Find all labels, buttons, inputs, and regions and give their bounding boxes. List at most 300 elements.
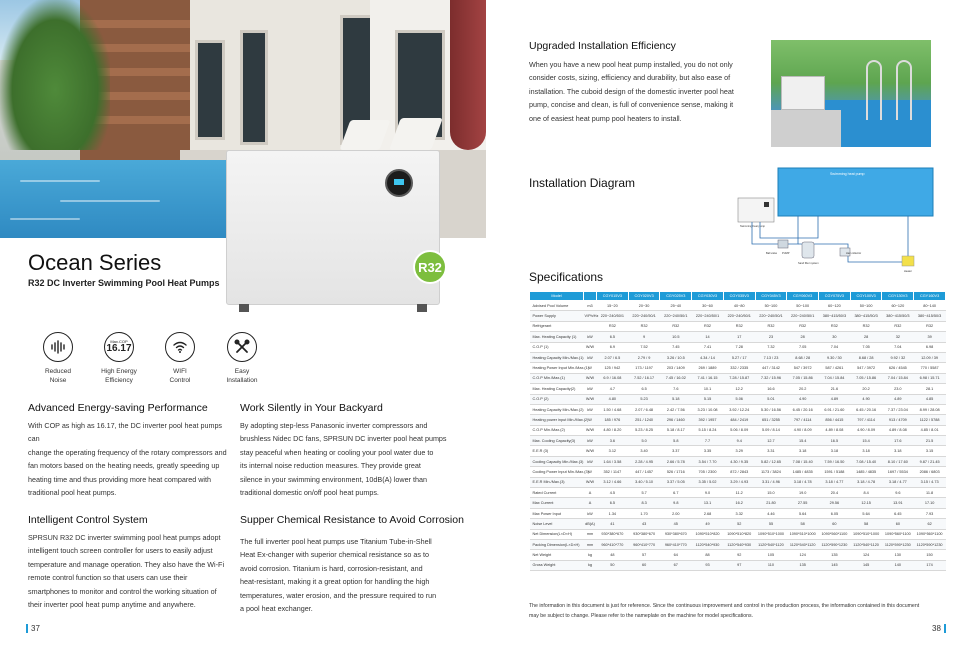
table-cell-parameter: Rated Current (530, 488, 584, 498)
table-cell-value: 27.55 (787, 498, 819, 508)
table-cell-value: 3.6 (597, 436, 629, 446)
table-cell-value: 7.6 (660, 384, 692, 394)
diagram-label-collector: Hair collector (846, 252, 862, 255)
table-cell-value: 15.0 (755, 488, 787, 498)
table-cell-value: 93 (692, 560, 724, 570)
table-cell-unit: m3 (584, 301, 597, 311)
text-line: smartphones to monitor and control the working situation of (28, 586, 217, 596)
feature-label: High Energy (101, 368, 137, 375)
series-title: Ocean Series (28, 250, 162, 275)
installation-photo (771, 40, 931, 147)
table-cell-value: 32 (882, 332, 914, 342)
table-cell-value: 1120*540*1120 (850, 539, 882, 549)
table-cell-value: 105 (755, 550, 787, 560)
feature-icons (28, 332, 278, 392)
section-body-silent (240, 419, 450, 499)
table-cell-value: 185 / 976 (597, 415, 629, 425)
table-row (530, 321, 946, 331)
noise-waves-icon (43, 332, 73, 362)
table-cell-value: 7.41 / 16.15 (692, 373, 724, 383)
table-cell-value: 526 / 1716 (660, 467, 692, 477)
table-cell-value: 173 / 1197 (628, 363, 660, 373)
table-row (530, 456, 946, 466)
table-cell-value: 7.08 / 15.40 (850, 456, 882, 466)
table-cell-value: 21.5 (914, 436, 946, 446)
table-cell-value: 5.64 (850, 508, 882, 518)
table-cell-value: 13.1 (692, 498, 724, 508)
table-cell-value: 6.7 (660, 488, 692, 498)
table-cell-value: 220~240/50/1 (692, 311, 724, 321)
table-cell-value: 2.28 / 4.95 (628, 456, 660, 466)
text-line: stay peaceful when heating or cooling your pool water due to (240, 447, 434, 457)
table-cell-value: 130 (882, 550, 914, 560)
table-cell-parameter: Heating Capacity Min./Max.(2) (530, 404, 584, 414)
table-cell-value: R32 (787, 321, 819, 331)
table-cell-value: 1.70 (628, 508, 660, 518)
table-cell-value: 9.30 / 30 (819, 352, 851, 362)
table-cell-value: 9.0 (692, 488, 724, 498)
table-cell-parameter: Heating Power Input Min./Max.(1) (530, 363, 584, 373)
table-cell-value: 770 / 5587 (914, 363, 946, 373)
table-cell-value: 5.09 / 8.14 (755, 425, 787, 435)
table-cell-value: 2.79 / 9 (628, 352, 660, 362)
table-cell-value: 3.18 / 4.77 (819, 477, 851, 487)
table-cell-value: 7.32 / 15.96 (755, 373, 787, 383)
table-cell-value: R32 (819, 321, 851, 331)
table-cell-value: 930*380*670 (597, 529, 629, 539)
table-cell-unit: kW (584, 352, 597, 362)
table-cell-value: 4.90 / 8.09 (787, 425, 819, 435)
table-cell-value: 11.8 (914, 488, 946, 498)
table-cell-value: 1090*560*1100 (819, 529, 851, 539)
table-cell-value: 140 (882, 560, 914, 570)
table-cell-unit: W (584, 467, 597, 477)
table-cell-value: 3.15 (914, 446, 946, 456)
table-header-model-code: CGY030V3 (692, 292, 724, 301)
text-line: With COP as high as 16.17, the DC inverter pool heat pumps can (28, 421, 223, 444)
table-cell-value: 930*380*670 (628, 529, 660, 539)
table-cell-value: 124 (850, 550, 882, 560)
table-row (530, 363, 946, 373)
table-cell-parameter: E.E.R (3) (530, 446, 584, 456)
table-cell-value: 3.15 / 4.73 (914, 477, 946, 487)
table-cell-parameter: Advised Pool Volume (530, 301, 584, 311)
page-number-left (26, 624, 40, 633)
text-line: may be subject to change. Please refer to the nameplate on the machine for model specifications. (529, 612, 754, 619)
text-line: When you have a new pool heat pump installed, you do not only (529, 60, 733, 69)
table-cell-value: 1.34 (597, 508, 629, 518)
table-cell-value: 3.29 / 4.93 (723, 477, 755, 487)
table-cell-value: 50 (597, 560, 629, 570)
text-line: traditional pool heat pumps. (28, 488, 117, 498)
table-cell-value: 3.37 (660, 446, 692, 456)
table-cell-value: 39 (914, 332, 946, 342)
text-line: consider costs, sizing, efficiency and durability, but also ease of (529, 73, 731, 83)
table-cell-value: 49 (692, 519, 724, 529)
feature-label: Noise (49, 376, 67, 384)
table-cell-value: 332 / 2335 (723, 363, 755, 373)
table-cell-value: 2.42 / 7.56 (660, 404, 692, 414)
table-cell-value: 67 (660, 560, 692, 570)
table-cell-value: 1120*540*1120 (787, 539, 819, 549)
table-cell-parameter: Noise Level (530, 519, 584, 529)
table-cell-value: 1090*510*1000 (787, 529, 819, 539)
table-cell-value: 30~60 (692, 301, 724, 311)
table-cell-value: 380~415/50/3 (850, 311, 882, 321)
table-cell-value: 45 (660, 519, 692, 529)
text-line: a pool heat exchanger. (240, 604, 313, 614)
series-subtitle: R32 DC Inverter Swimming Pool Heat Pumps (28, 278, 220, 288)
table-cell-value: 5.15 / 8.24 (692, 425, 724, 435)
table-row (530, 352, 946, 362)
table-cell-value: 856 / 4415 (819, 415, 851, 425)
table-cell-value: 3.32 (723, 508, 755, 518)
table-cell-value: 20.4 (819, 488, 851, 498)
table-row (530, 342, 946, 352)
table-cell-value: 6.45 (882, 508, 914, 518)
table-cell-value: 62 (914, 519, 946, 529)
table-cell-value: R32 (597, 321, 629, 331)
table-cell-value: 705 / 2300 (692, 467, 724, 477)
table-cell-value: 60 (882, 519, 914, 529)
table-cell-value: 125 / 942 (597, 363, 629, 373)
table-cell-value: 3.18 / 4.78 (787, 477, 819, 487)
table-cell-value: 60 (628, 560, 660, 570)
table-cell-value: 547 / 3972 (850, 363, 882, 373)
feature-wifi-control (150, 332, 210, 386)
table-cell-value: 5.01 (755, 394, 787, 404)
table-cell-value: 8.68 / 28 (850, 352, 882, 362)
table-cell-value: 913 / 4709 (882, 415, 914, 425)
table-cell-value: 9.4 (723, 436, 755, 446)
feature-reduced-noise (28, 332, 88, 386)
table-cell-value: 6.5 (597, 498, 629, 508)
table-cell-value: 1120*590*1230 (819, 539, 851, 549)
table-cell-value: 2086 / 6803 (914, 467, 946, 477)
section-body-energy (28, 419, 233, 499)
table-cell-value: 8.68 / 28 (787, 352, 819, 362)
text-line: traditional domestic on/off pool heat pumps. (240, 488, 379, 498)
table-cell-value: 1090*510*1000 (755, 529, 787, 539)
table-cell-value: 5.8 (660, 436, 692, 446)
table-cell-value: 4.89 / 8.08 (882, 425, 914, 435)
table-cell-value: 21.80 (755, 498, 787, 508)
table-row (530, 508, 946, 518)
table-cell-value: 40~80 (723, 301, 755, 311)
table-cell-value: 174 (914, 560, 946, 570)
table-cell-value: 5.7 (628, 488, 660, 498)
table-cell-value: 3.92 / 12.24 (723, 404, 755, 414)
table-cell-value: 7.41 (692, 342, 724, 352)
table-cell-value: 1485 / 4835 (787, 467, 819, 477)
table-cell-value: 2.66 / 5.78 (660, 456, 692, 466)
table-cell-value: 80~140 (914, 301, 946, 311)
text-line: remote control function so that users can use their (28, 573, 188, 583)
table-cell-value: 21.6 (819, 384, 851, 394)
table-cell-value: 5.0 (628, 436, 660, 446)
table-cell-value: 3.40 (628, 446, 660, 456)
table-cell-value: 8.4 (850, 488, 882, 498)
table-cell-value: 220~240/50/1 (723, 311, 755, 321)
table-cell-value: R32 (723, 321, 755, 331)
table-cell-parameter: C.O.P Min./Max.(2) (530, 425, 584, 435)
diagram-heater (902, 256, 914, 266)
text-line: avoid corrosion. Titanium is hard, corrosion-resistant, and (240, 563, 423, 573)
text-line: The information in this document is just for reference. Since the continuous improvement and control in the production process, the information contained in this document (529, 603, 920, 609)
feature-label: Installation (226, 376, 258, 384)
table-cell-value: 872 / 2843 (723, 467, 755, 477)
table-cell-value: 7.04 (819, 342, 851, 352)
table-cell-value: 7.28 (723, 342, 755, 352)
table-cell-value: 392 / 1957 (692, 415, 724, 425)
table-row (530, 519, 946, 529)
controller-display (385, 169, 413, 197)
table-cell-value: 12.2 (723, 384, 755, 394)
table-cell-value: 17.6 (882, 436, 914, 446)
table-cell-value: 8.99 / 28.08 (914, 404, 946, 414)
page-number-text: 37 (31, 624, 40, 633)
table-cell-value: 7.04 / 15.84 (819, 373, 851, 383)
table-cell-value: 3.18 (850, 446, 882, 456)
table-cell-value: 97 (723, 560, 755, 570)
table-cell-value: 1090*510*1000 (850, 529, 882, 539)
table-row (530, 415, 946, 425)
table-cell-value: 60 (819, 519, 851, 529)
table-cell-value: 4.90 (787, 394, 819, 404)
section-title-silent: Work Silently in Your Backyard (240, 402, 383, 414)
table-cell-parameter: Cooling Capacity Min./Max.(3) (530, 456, 584, 466)
table-cell-value: 15~20 (597, 301, 629, 311)
table-cell-unit: W (584, 415, 597, 425)
table-row (530, 498, 946, 508)
table-cell-value: 9.8 (660, 498, 692, 508)
text-line: change the operating frequency of the rotary compressors and (28, 447, 227, 457)
table-cell-value: 547 / 3972 (787, 363, 819, 373)
table-cell-value: 626 / 4545 (882, 363, 914, 373)
wifi-icon (165, 332, 195, 362)
table-cell-value: 1120*540*930 (723, 539, 755, 549)
table-cell-unit: kW (584, 508, 597, 518)
table-cell-value: 4.85 / 8.01 (914, 425, 946, 435)
table-cell-unit: W/W (584, 373, 597, 383)
table-cell-value: 3.35 (692, 446, 724, 456)
table-cell-value: 17 (723, 332, 755, 342)
table-cell-value: 3.18 / 4.77 (882, 477, 914, 487)
table-cell-value: 3.31 / 4.96 (755, 477, 787, 487)
table-cell-value: 30 (819, 332, 851, 342)
table-cell-value: 4.34 / 14 (692, 352, 724, 362)
table-cell-value: 7.08 / 15.40 (787, 456, 819, 466)
diagram-label-filter: Sand filter system (798, 262, 819, 265)
table-header-model-code: CGY035V3 (723, 292, 755, 301)
table-cell-value: 6.98 / 15.71 (914, 373, 946, 383)
table-cell-value: 380~415/50/3 (914, 311, 946, 321)
heat-pump-unit-image (226, 150, 440, 305)
table-cell-value: 220~240/50/1 (597, 311, 629, 321)
table-cell-value: 7.05 (787, 342, 819, 352)
table-header-model-code: CGY075V3 (819, 292, 851, 301)
diagram-sand-filter (802, 242, 814, 258)
table-cell-value: 5.27 / 17 (723, 352, 755, 362)
table-cell-unit: A (584, 488, 597, 498)
table-cell-value: R32 (755, 321, 787, 331)
table-cell-unit: kW (584, 332, 597, 342)
table-row (530, 436, 946, 446)
table-cell-value: 4.7 (597, 384, 629, 394)
table-cell-value: 23.0 (882, 384, 914, 394)
table-cell-value: 220~240/50/1 (628, 311, 660, 321)
diagram-label-pool: Swimming heat pump (830, 172, 865, 176)
table-cell-parameter: Heating power input Min./Max.(2) (530, 415, 584, 425)
table-cell-value: 380~415/50/3 (882, 311, 914, 321)
table-cell-value: 135 (787, 560, 819, 570)
table-cell-value: 60~120 (819, 301, 851, 311)
table-cell-value: 110 (755, 560, 787, 570)
table-header-model-code: CGY060V3 (787, 292, 819, 301)
text-line: installation. The cuboid design of the domestic inverter pool heat (529, 86, 734, 96)
table-cell-value: 7.04 / 15.84 (882, 373, 914, 383)
table-cell-value: 797 / 4114 (787, 415, 819, 425)
table-cell-parameter: Max Current (530, 498, 584, 508)
table-cell-value: 2.00 (660, 508, 692, 518)
table-cell-value: 3.12 / 4.66 (597, 477, 629, 487)
table-cell-value: 930*380*670 (660, 529, 692, 539)
table-cell-unit: dB(A) (584, 519, 597, 529)
table-cell-value: 7.59 / 16.50 (819, 456, 851, 466)
table-cell-value: 5.06 (723, 394, 755, 404)
table-cell-value: 7.52 / 16.17 (628, 373, 660, 383)
text-line: silence in your swimming environment, 10dB(A) lower than (240, 474, 427, 484)
table-cell-parameter: E.E.R Min./Max.(3) (530, 477, 584, 487)
table-cell-parameter: Packing Dimension(L×D×H) (530, 539, 584, 549)
table-cell-value: 960*410*770 (597, 539, 629, 549)
table-cell-value: 7.05 / 15.86 (787, 373, 819, 383)
table-cell-value: 7.37 / 23.04 (882, 404, 914, 414)
table-cell-value: 9.87 / 21.45 (914, 456, 946, 466)
table-cell-value: 6.45 / 20.16 (850, 404, 882, 414)
section-title-corrosion: Supper Chemical Resistance to Avoid Corrosion (240, 514, 464, 526)
table-cell-value: 28.1 (914, 384, 946, 394)
section-title-control: Intelligent Control System (28, 514, 148, 526)
table-cell-value: 4.5 (597, 488, 629, 498)
section-body-installation (529, 58, 759, 125)
table-cell-value: 3.18 (819, 446, 851, 456)
page-number-right (932, 624, 946, 633)
table-row (530, 332, 946, 342)
text-line: temperatures, water erosion, and the pressure required to run (240, 590, 437, 600)
table-header-unit (584, 292, 597, 301)
table-cell-value: 23 (755, 332, 787, 342)
table-cell-value: 6.5 (628, 384, 660, 394)
table-cell-unit: kW (584, 404, 597, 414)
table-row (530, 467, 946, 477)
table-header-model-code: CGY015V3 (597, 292, 629, 301)
table-cell-unit: W/W (584, 446, 597, 456)
table-cell-value: 251 / 1240 (628, 415, 660, 425)
table-cell-value: 60~120 (882, 301, 914, 311)
table-cell-value: R32 (914, 321, 946, 331)
table-header-row (530, 292, 946, 301)
table-cell-unit: W/W (584, 394, 597, 404)
table-cell-value: 1173 / 3824 (755, 467, 787, 477)
text-line: pump, concise and clean, is full of convenience sense, making it (529, 100, 734, 110)
table-cell-parameter: Max. Heating Capacity(2) (530, 384, 584, 394)
feature-label: Reduced (44, 368, 72, 375)
diagram-label-ball-valve: Ball valve (766, 252, 778, 255)
table-cell-value: 17.10 (914, 498, 946, 508)
table-cell-value: 16.2 (723, 498, 755, 508)
table-cell-value: 269 / 1889 (692, 363, 724, 373)
table-cell-value: 145 (850, 560, 882, 570)
table-cell-value: 8.3 (628, 498, 660, 508)
table-cell-value: 1485 / 4835 (850, 467, 882, 477)
table-cell-value: R32 (850, 321, 882, 331)
table-cell-value: 1.50 / 4.68 (597, 404, 629, 414)
table-cell-value: 145 (819, 560, 851, 570)
table-cell-value: 5.06 / 8.09 (723, 425, 755, 435)
table-cell-value: 12.15 (850, 498, 882, 508)
table-cell-unit: kg (584, 560, 597, 570)
table-cell-value: R32 (628, 321, 660, 331)
table-cell-value: 5.23 / 8.25 (628, 425, 660, 435)
table-cell-value: 6.45 / 20.16 (787, 404, 819, 414)
table-cell-value: 92 (723, 550, 755, 560)
diagram-title: Installation Diagram (529, 176, 636, 190)
table-cell-value: 2.07 / 6.5 (597, 352, 629, 362)
feature-high-efficiency (89, 332, 149, 386)
installation-diagram (738, 166, 938, 276)
table-row (530, 560, 946, 570)
tools-icon (227, 332, 257, 362)
text-line: fan motors based on the heating needs, greatly speeding up (28, 461, 220, 471)
table-cell-value: 4.85 (914, 394, 946, 404)
table-cell-value: 3.18 (787, 446, 819, 456)
table-cell-value: 7.13 / 23 (755, 352, 787, 362)
table-cell-value: 25~40 (660, 301, 692, 311)
table-cell-value: 19.0 (787, 488, 819, 498)
table-cell-value: 9 (628, 332, 660, 342)
text-line: heating time and thus providing more heat compared with (28, 474, 211, 484)
table-cell-value: 2.68 (692, 508, 724, 518)
table-cell-value: 447 / 3142 (755, 363, 787, 373)
table-cell-value: 50~100 (787, 301, 819, 311)
text-line: brushless Nidec DC fans, SPRSUN DC inverter pool heat pumps (240, 434, 447, 444)
table-cell-value: 7.52 (628, 342, 660, 352)
table-cell-parameter: Cooling Power Input Min./Max.(3) (530, 467, 584, 477)
table-cell-value: 58 (787, 519, 819, 529)
specifications-title: Specifications (529, 270, 604, 284)
table-cell-value: 960*410*770 (628, 539, 660, 549)
table-cell-value: 797 / 4114 (850, 415, 882, 425)
table-cell-value: 29.56 (819, 498, 851, 508)
table-cell-value: 6.98 (914, 342, 946, 352)
table-cell-value: 4.80 / 8.20 (597, 425, 629, 435)
table-cell-value: 7.7 (692, 436, 724, 446)
table-cell-value: 8.10 / 17.60 (882, 456, 914, 466)
table-cell-value: 15.4 (787, 436, 819, 446)
table-cell-value: 6.9 (597, 342, 629, 352)
table-cell-unit: V/Ph/Hz (584, 311, 597, 321)
table-cell-unit: W/W (584, 425, 597, 435)
table-row (530, 425, 946, 435)
table-cell-value: 7.04 (882, 342, 914, 352)
table-cell-parameter: Net Dimension(L×D×H) (530, 529, 584, 539)
table-cell-parameter: C.O.P (1) (530, 342, 584, 352)
table-cell-value: 55 (755, 519, 787, 529)
diagram-heat-pump-unit (738, 198, 774, 222)
text-line: their inverter pool heat pump anytime and anywhere. (28, 600, 196, 610)
table-cell-value: 6.91 / 21.60 (819, 404, 851, 414)
